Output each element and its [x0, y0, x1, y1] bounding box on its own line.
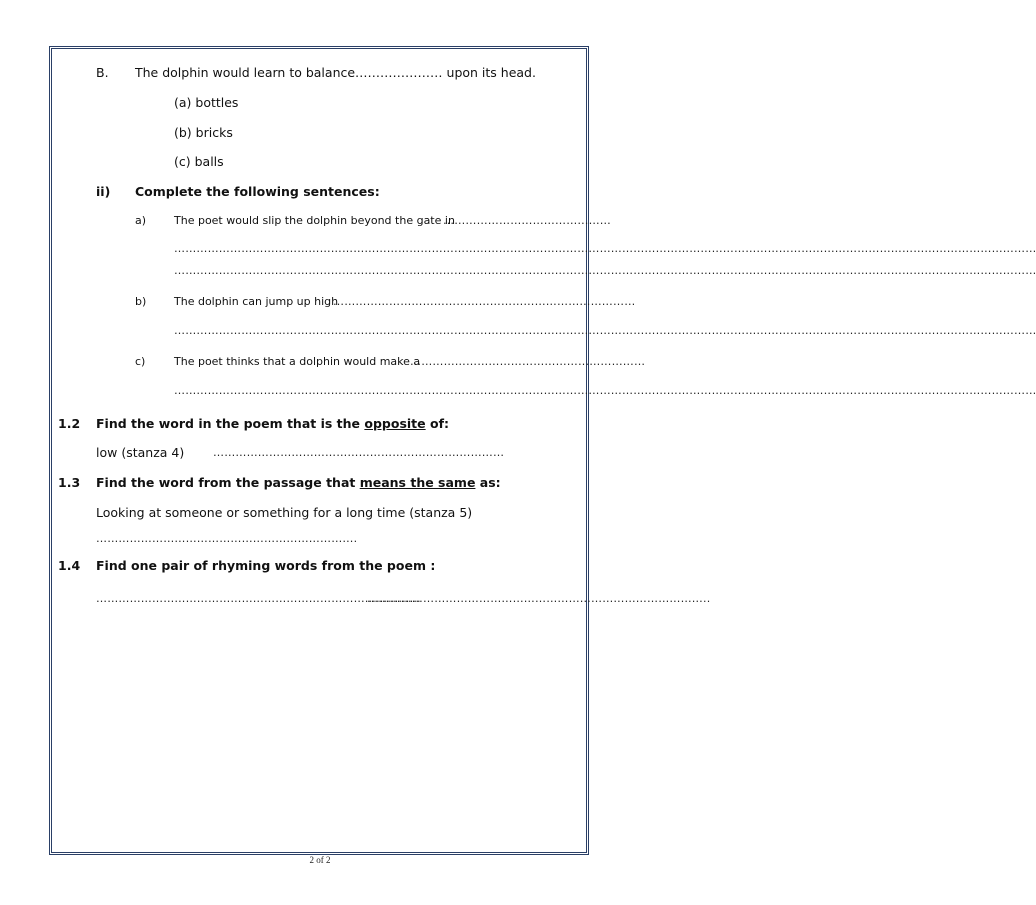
item-b-answer-line-2[interactable]: …………………………………………………………………………………………………………………………………………………………………………………………………………… — [174, 324, 1036, 337]
q1-2-answer-line[interactable]: …………………………………………………………………… — [213, 446, 505, 459]
item-c-label: c) — [135, 355, 146, 368]
item-b-label: b) — [135, 295, 147, 308]
item-a-text: The poet would slip the dolphin beyond the gate in — [174, 214, 455, 227]
item-c-answer-line-2[interactable]: …………………………………………………………………………………………………………………………………………………………………………………………………………… — [174, 384, 1036, 397]
item-c-text: The poet thinks that a dolphin would make a — [174, 355, 421, 368]
item-a-answer-line-3[interactable]: …………………………………………………………………………………………………………………………………………………………………………………………………………… — [174, 264, 1036, 277]
question-b-text: The dolphin would learn to balance………………… upon its head. — [135, 65, 536, 80]
item-a-answer-line-2[interactable]: …………………………………………………………………………………………………………………………………………………………………………………………………………… — [174, 242, 1036, 255]
q1-3-number: 1.3 — [58, 475, 81, 490]
option-b: (b) bricks — [174, 125, 233, 140]
item-b-answer-line[interactable]: ……………………………………………………………………… — [333, 295, 636, 308]
item-b-text: The dolphin can jump up high — [174, 295, 339, 308]
option-c: (c) balls — [174, 154, 224, 169]
q1-2-heading: Find the word in the poem that is the opposite of: — [96, 416, 450, 431]
q1-4-heading: Find one pair of rhyming words from the poem : — [96, 558, 436, 573]
q1-3-answer-line[interactable]: ……………………………………………………………. — [96, 532, 358, 545]
item-a-label: a) — [135, 214, 147, 227]
q1-4-number: 1.4 — [58, 558, 81, 573]
item-a-answer-line[interactable]: ……………………………………… — [443, 214, 611, 227]
q1-3-prompt: Looking at someone or something for a long time (stanza 5) — [96, 505, 473, 520]
option-a: (a) bottles — [174, 95, 239, 110]
section-ii-heading: Complete the following sentences: — [135, 184, 380, 199]
q1-4-answer-line-right[interactable]: ……………………………………………………………………………….. — [367, 592, 711, 605]
q1-3-heading: Find the word from the passage that means the same as: — [96, 475, 501, 490]
question-b-label: B. — [96, 65, 109, 80]
q1-2-number: 1.2 — [58, 416, 81, 431]
section-ii-label: ii) — [96, 184, 111, 199]
item-c-answer-line[interactable]: ……………………………………………………… — [410, 355, 646, 368]
q1-4-answer-line-left[interactable]: …………………………………………………………………………… — [96, 592, 421, 605]
page-number: 2 of 2 — [309, 855, 331, 865]
q1-2-prompt: low (stanza 4) — [96, 445, 185, 460]
